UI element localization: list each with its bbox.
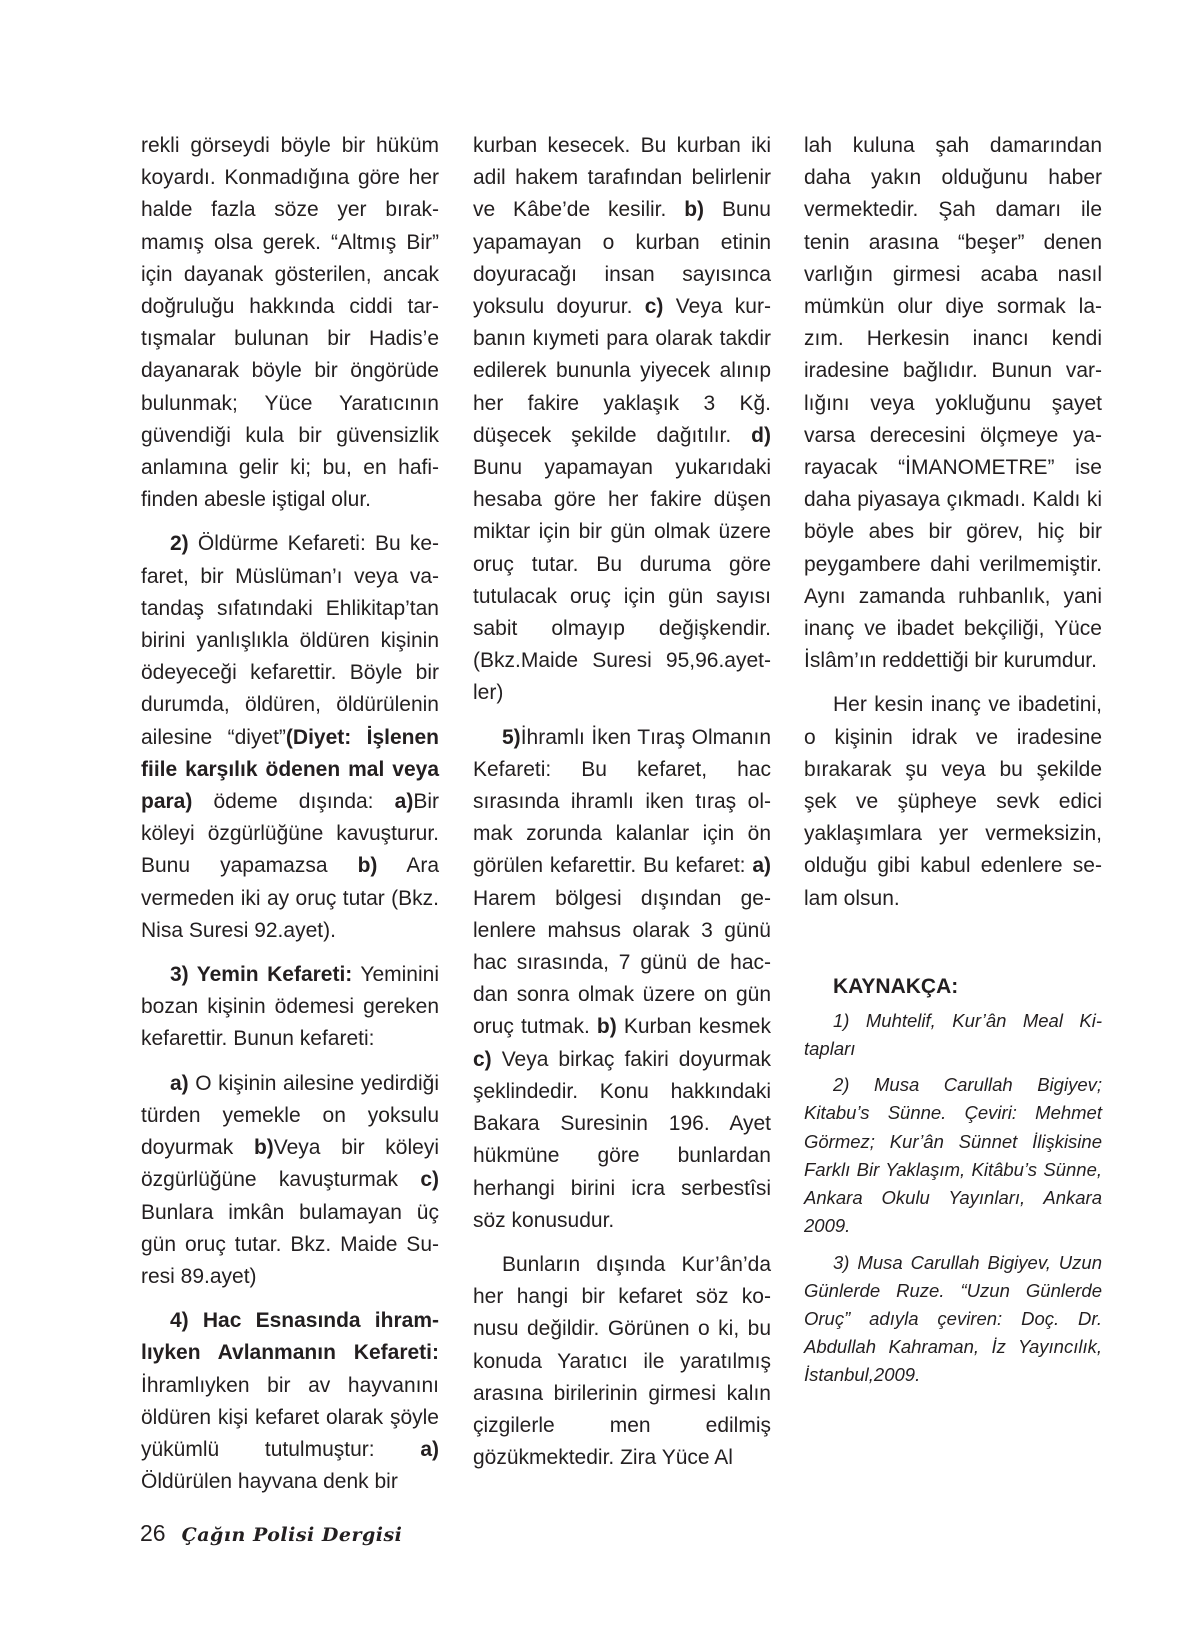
column-3 bbox=[804, 130, 1102, 1390]
paragraph: Bunların dışında Kur’ân’da her hangi bir kefaret söz konusu değildir. Görünen o ki, bu konuda Yaratıcı ile yaratılmış arasına birilerinin girmesi kalın çizgilerle men edilmiş gözükmektedir. Zira Yüce Al bbox=[473, 1252, 771, 1470]
spacer bbox=[804, 915, 1102, 971]
column-2 bbox=[473, 130, 771, 1474]
paragraph-hac-kefareti: 4) Hac Esnasında ihramlıyken Avlanmanın Kefareti: İhramlıyken bir av hayvanını öldüren kişi kefaret olarak şöyle yükümlü tutulmuştur: a) Öldürülen hayvana denk bir bbox=[141, 1309, 439, 1494]
page-footer bbox=[140, 1520, 402, 1556]
column-1 bbox=[141, 130, 439, 1498]
paragraph: rekli görseydi böyle bir hüküm koyardı. Konmadığına göre her halde fazla söze yer bırakmamış olsa gerek. “Altmış Bir” için dayanak gösterilen, ancak doğruluğu hakkında ciddi tartışmalar bulunan bir Hadis’e dayanarak böyle bir öngörüde bulunmak; Yüce Yaratıcının güvendiği kula bir güvensizlik anlamına gelir ki; bu, en hafifinden abesle iştigal olur. bbox=[141, 134, 439, 512]
references-heading: KAYNAKÇA: bbox=[833, 974, 959, 998]
paragraph-yemin-options: a) O kişinin ailesine yedirdiği türden yemekle on yoksulu doyurmak b)Veya bir köleyi özgürlüğüne kavuşturmak c) Bunlara imkân bulamayan üç gün oruç tutar. Bkz. Maide Suresi 89.ayet) bbox=[141, 1071, 439, 1288]
paragraph: kurban kesecek. Bu kurban iki adil hakem tarafından belirlenir ve Kâbe’de kesilir. b) Bunu yapamayan o kurban etinin doyuracağı insan sayısınca yoksulu doyurur. c) Veya kurbanın kıymeti para olarak takdir edilerek bununla yiyecek alınıp her fakire yaklaşık 3 Kğ. düşecek şekilde dağıtılır. d) Bunu yapamayan yukarıdaki hesaba göre her fakire düşen miktar için bir gün olmak üzere oruç tutar. Bu duruma göre tutulacak oruç için gün sayısı sabit olmayıp değişkendir. (Bkz.Maide Suresi 95,96.ayetler) bbox=[473, 134, 771, 705]
paragraph: lah kuluna şah damarından daha yakın olduğunu haber vermektedir. Şah damarı ile tenin arasına “beşer” denen varlığın girmesi acaba nasıl mümkün olur diye sormak lazım. Herkesin inancı kendi iradesine bağlıdır. Bunun varlığını veya yokluğunu şayet varsa derecesini ölçmeye yarayacak “İMANOMETRE” ise daha piyasaya çıkmadı. Kaldı ki böyle abes bir görev, hiç bir peygambere dahi verilmemiştir. Aynı zamanda ruhbanlık, yani inanç ve ibadet bekçiliği, Yüce İslâm’ın reddettiği bir kurumdur. bbox=[804, 134, 1102, 673]
paragraph-yemin-kefareti: 3) Yemin Kefareti: Yeminini bozan kişinin ödemesi gereken kefarettir. Bunun kefareti: bbox=[141, 963, 439, 1051]
reference-item: 3) Musa Carullah Bigiyev, Uzun Günlerde Ruze. “Uzun Günlerde Oruç” adıyla çeviren: Doç. Dr. Abdullah Kahraman, İz Yayıncılık, İstanbul,2009. bbox=[804, 1251, 1102, 1386]
reference-item: 1) Muhtelif, Kur’ân Meal Kitapları bbox=[804, 1009, 1102, 1060]
magazine-title: Çağın Polisi Dergisi bbox=[181, 1524, 403, 1546]
reference-item: 2) Musa Carullah Bigiyev; Kitabu’s Sünne. Çeviri: Mehmet Görmez; Kur’ân Sünnet İlişkisine Farklı Bir Yaklaşım, Kitâbu’s Sünne, Ankara Okulu Yayınları, Ankara 2009. bbox=[804, 1074, 1102, 1237]
page-number: 26 bbox=[140, 1520, 166, 1546]
paragraph: Her kesin inanç ve ibadetini, o kişinin idrak ve iradesine bırakarak şu veya bu şekilde şek ve şüpheye sevk edici yaklaşımlara yer vermeksizin, olduğu gibi kabul edenlere selam olsun. bbox=[804, 693, 1102, 910]
paragraph-tiras-kefareti: 5)İhramlı İken Tıraş Olmanın Kefareti: Bu kefaret, hac sırasında ihramlı iken tıraş olmak zorunda kalanlar için ön görülen kefarettir. Bu kefaret: a) Harem bölgesi dışından gelenlere mahsus olarak 3 günü hac sırasında, 7 günü de hacdan sonra olmak üzere on gün oruç tutmak. b) Kurban kesmek c) Veya birkaç fakiri doyurmak şeklindedir. Konu hakkındaki Bakara Suresinin 196. Ayet hükmüne göre bunlardan herhangi birini icra serbestîsi söz konusudur. bbox=[473, 725, 771, 1232]
paragraph-oldurme-kefareti: 2) Öldürme Kefareti: Bu kefaret, bir Müslüman’ı veya vatandaş sıfatındaki Ehlikitap’tan birini yanlışlıkla öldüren kişinin ödeyeceği kefarettir. Böyle bir durumda, öldüren, öldürülenin ailesine “diyet”(Diyet: İşlenen fiile karşılık ödenen mal veya para) ödeme dışında: a)Bir köleyi özgürlüğüne kavuşturur. Bunu yapamazsa b) Ara vermeden iki ay oruç tutar (Bkz. Nisa Suresi 92.ayet). bbox=[141, 532, 439, 942]
